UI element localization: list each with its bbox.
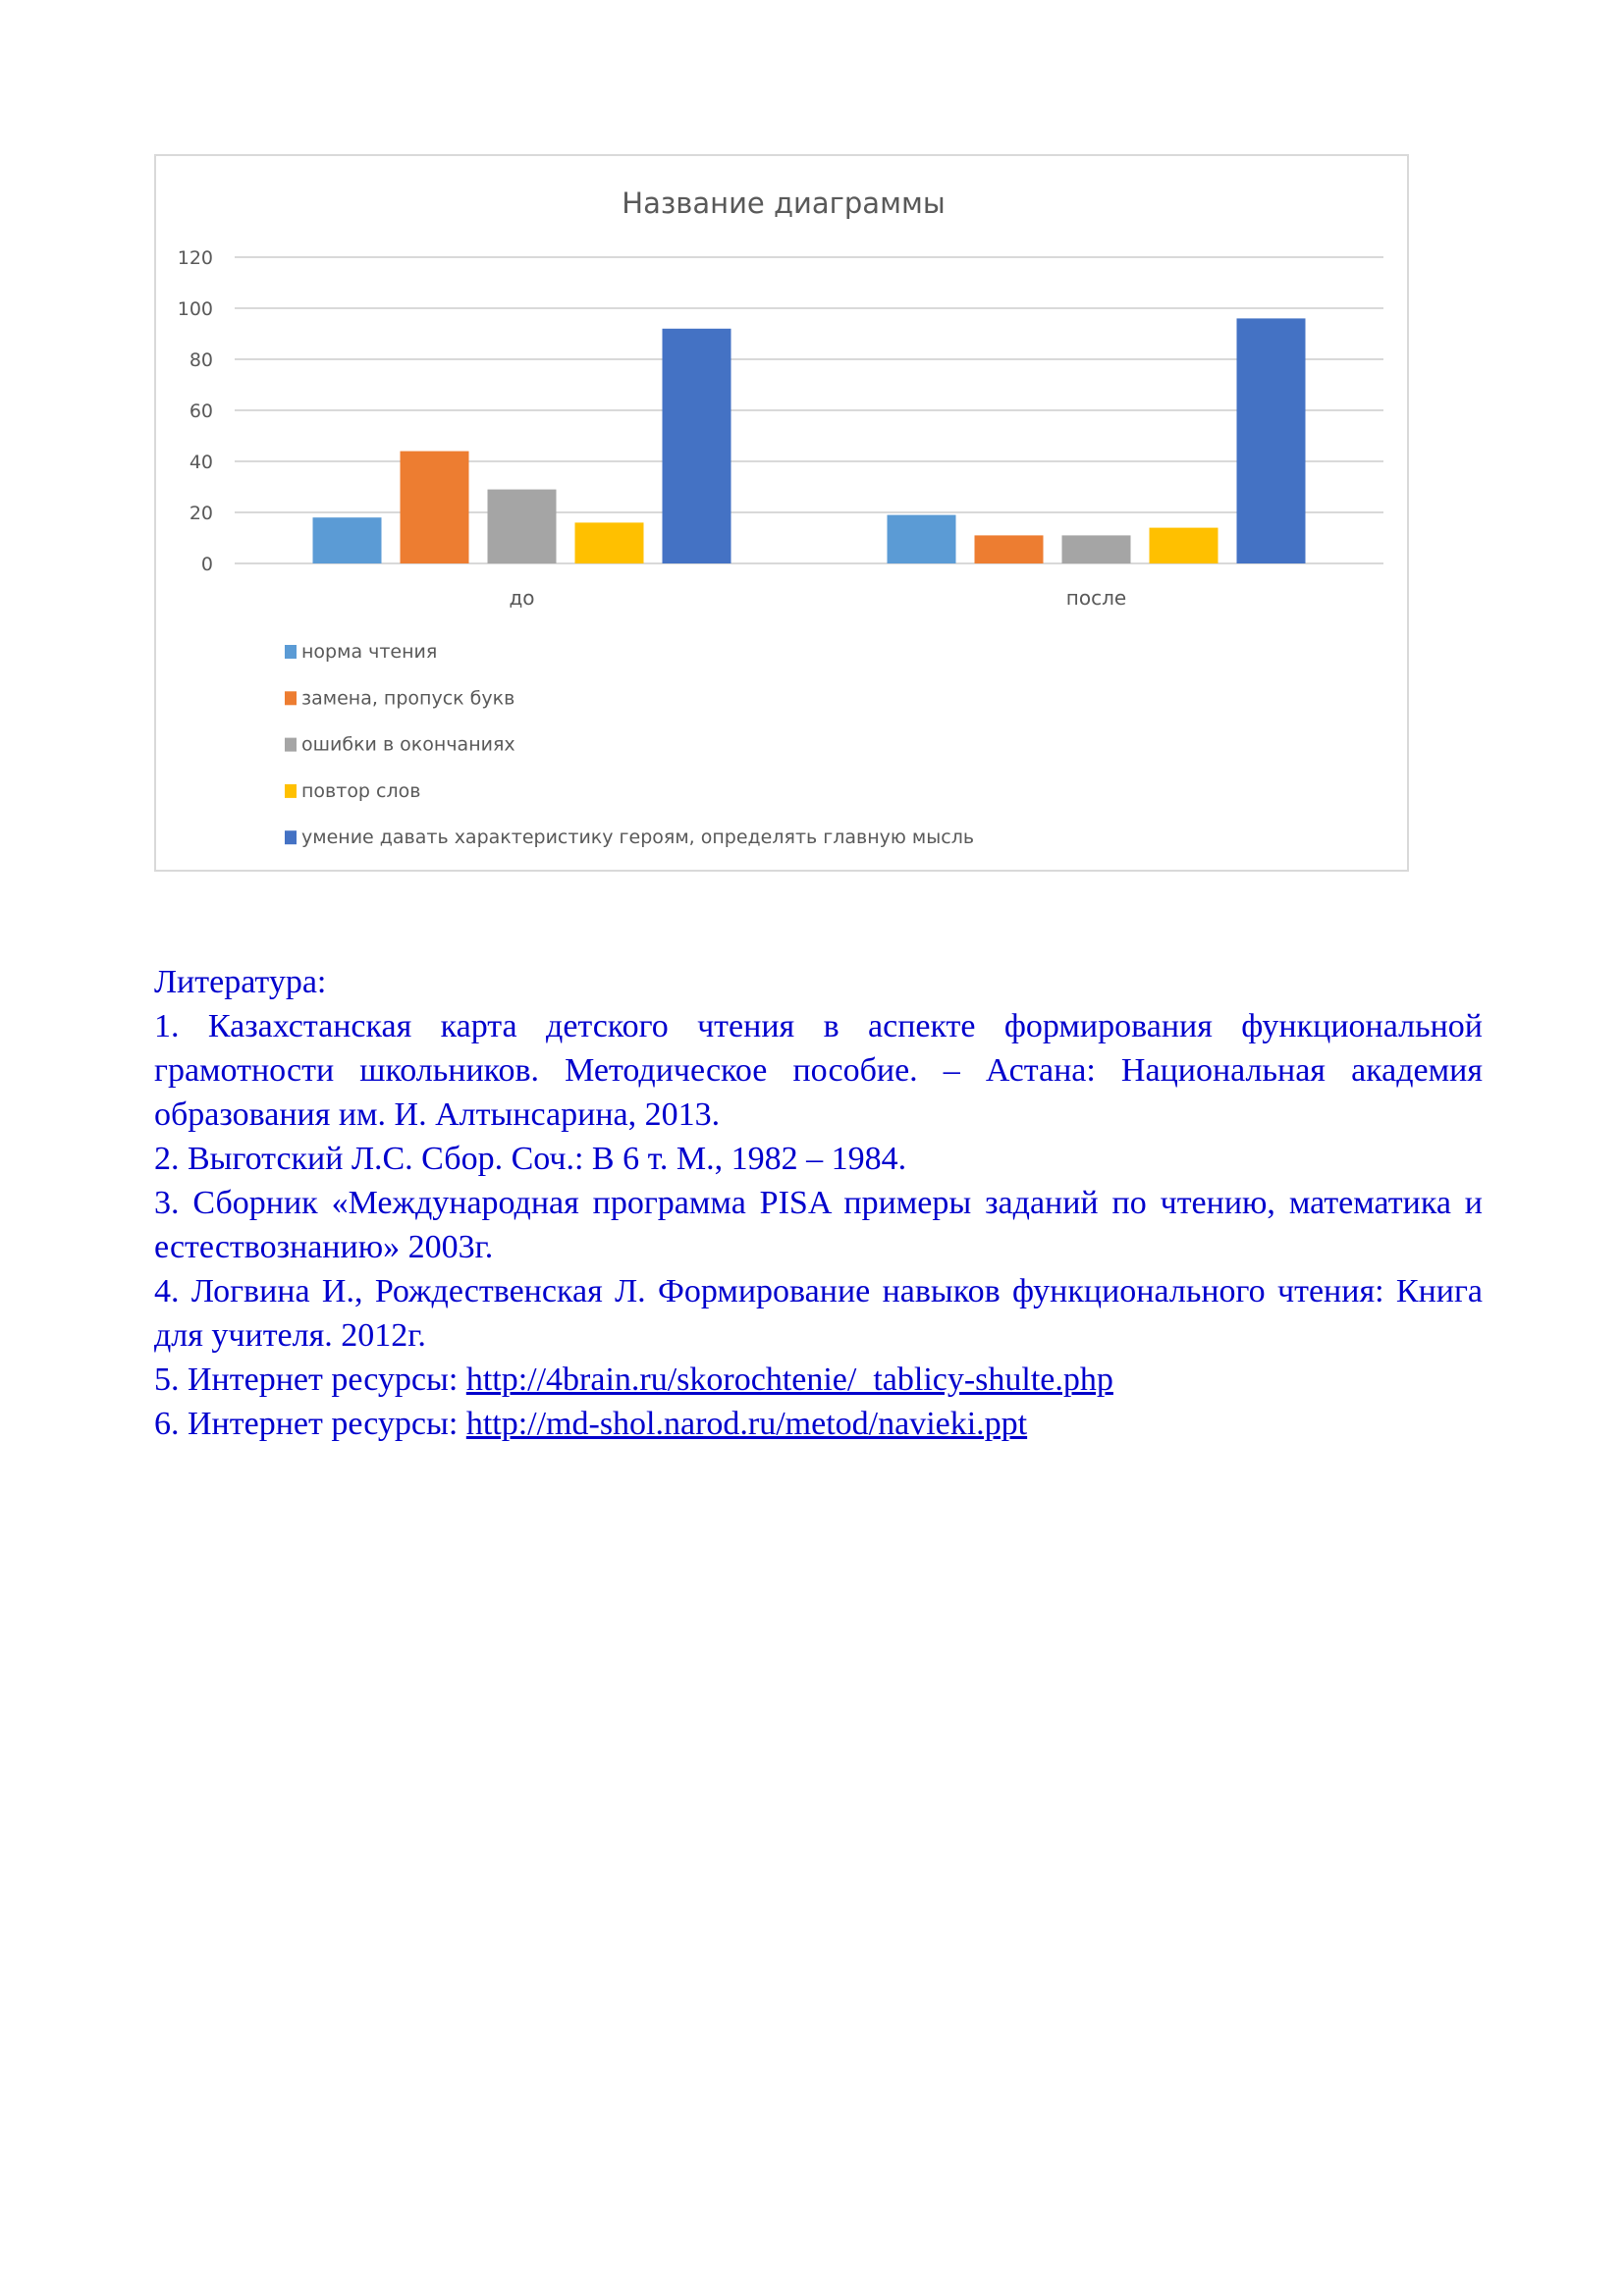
legend-swatch bbox=[285, 738, 297, 752]
literature-item-6 bbox=[154, 1402, 1483, 1446]
legend-label: ошибки в окончаниях bbox=[301, 733, 515, 756]
bar-posle-series-1 bbox=[888, 515, 956, 563]
bar-posle-series-3 bbox=[1062, 535, 1131, 563]
bar-posle-series-5 bbox=[1237, 318, 1306, 563]
legend-swatch bbox=[285, 691, 297, 705]
bar-posle-series-4 bbox=[1150, 528, 1218, 563]
bar-do-series-2 bbox=[401, 452, 469, 563]
literature-section bbox=[154, 960, 1483, 1446]
y-tick-label: 80 bbox=[189, 349, 213, 371]
y-tick-label: 100 bbox=[177, 298, 213, 320]
legend-swatch bbox=[285, 830, 297, 844]
legend-swatch bbox=[285, 645, 297, 659]
bar-do-series-5 bbox=[663, 329, 731, 563]
literature-heading: Литература: bbox=[154, 964, 327, 1000]
legend-swatch bbox=[285, 784, 297, 798]
literature-item-3: 3. Сборник «Международная программа PISA примеры заданий по чтению, математика и естествознанию» 2003г. bbox=[154, 1185, 1483, 1265]
y-tick-label: 120 bbox=[177, 247, 213, 269]
literature-item-5 bbox=[154, 1358, 1483, 1402]
bar-do-series-4 bbox=[575, 522, 644, 563]
literature-link-md-shol[interactable]: http://md-shol.narod.ru/metod/navieki.ppt bbox=[465, 1406, 1028, 1442]
x-category-label: до bbox=[509, 586, 535, 610]
literature-item-1: 1. Казахстанская карта детского чтения в аспекте формирования функциональной грамотности школьников. Методическое пособие. – Астана: Национальная академия образования им. И. Алтынсарина, 2013. bbox=[154, 1008, 1483, 1133]
chart-container bbox=[154, 154, 1409, 872]
literature-item-4: 4. Логвина И., Рождественская Л. Формирование навыков функционального чтения: Книга для учителя. 2012г. bbox=[154, 1273, 1483, 1354]
y-tick-label: 20 bbox=[189, 503, 213, 524]
bar-do-series-3 bbox=[488, 490, 557, 563]
legend-label: норма чтения bbox=[301, 641, 438, 663]
literature-item-5-prefix: 5. Интернет ресурсы: bbox=[154, 1362, 466, 1398]
x-category-label: после bbox=[1065, 586, 1127, 610]
legend-label: повтор слов bbox=[301, 779, 421, 802]
literature-item-6-prefix: 6. Интернет ресурсы: bbox=[154, 1406, 466, 1442]
chart-title: Название диаграммы bbox=[622, 187, 946, 220]
legend-label: замена, пропуск букв bbox=[301, 687, 515, 710]
y-tick-label: 60 bbox=[189, 400, 213, 422]
literature-item-2: 2. Выготский Л.С. Сбор. Соч.: В 6 т. М., 1982 – 1984. bbox=[154, 1141, 907, 1177]
bar-chart bbox=[156, 156, 1411, 874]
bar-do-series-1 bbox=[313, 517, 382, 563]
legend-label: умение давать характеристику героям, определять главную мысль bbox=[301, 827, 975, 849]
y-tick-label: 0 bbox=[200, 554, 213, 575]
literature-link-4brain[interactable]: http://4brain.ru/skorochtenie/_tablicy-shulte.php bbox=[465, 1362, 1113, 1398]
y-tick-label: 40 bbox=[189, 452, 213, 473]
bar-posle-series-2 bbox=[975, 535, 1044, 563]
